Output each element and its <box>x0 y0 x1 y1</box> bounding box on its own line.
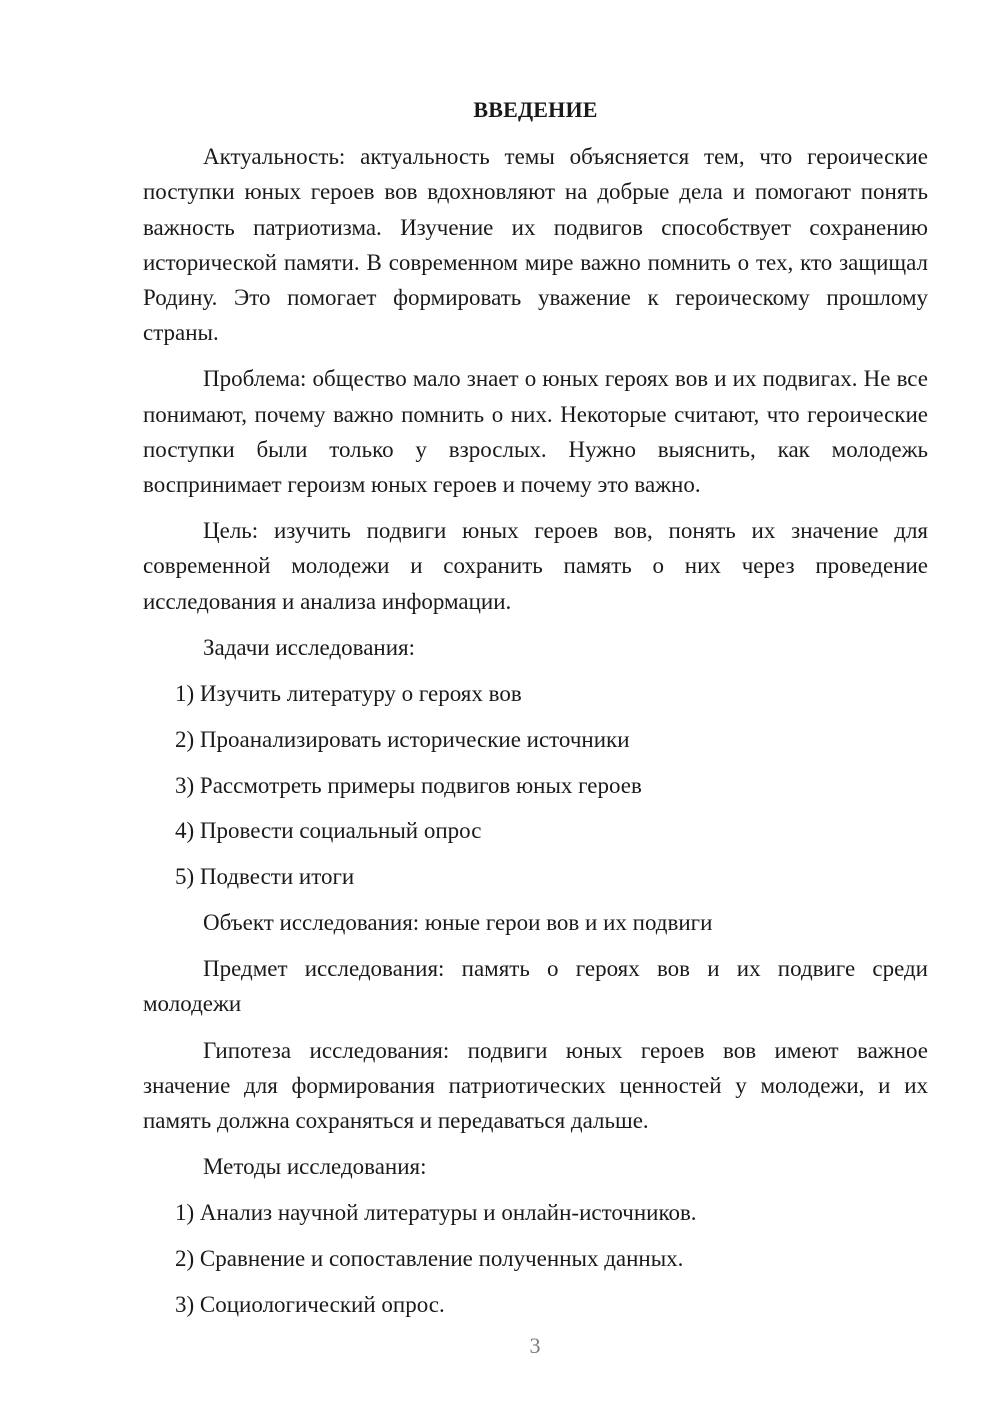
document-page <box>143 92 928 1333</box>
problem-paragraph: Проблема: общество мало знает о юных героях вов и их подвигах. Не все понимают, почему важно помнить о них. Некоторые считают, что героические поступки были только у взрослых. Нужно выяснить, как молодежь воспринимает героизм юных героев и почему это важно. <box>143 366 928 498</box>
page-title: ВВЕДЕНИЕ <box>473 97 598 122</box>
subject-paragraph: Предмет исследования: память о героях вов и их подвиге среди молодежи <box>143 956 928 1017</box>
page-number: 3 <box>529 1333 541 1358</box>
list-item: 2) Сравнение и сопоставление полученных данных. <box>175 1246 684 1272</box>
list-item: 1) Изучить литературу о героях вов <box>175 681 522 707</box>
list-item: 2) Проанализировать исторические источники <box>175 726 630 752</box>
object-paragraph: Объект исследования: юные герои вов и их подвиги <box>203 910 713 936</box>
list-item: 4) Провести социальный опрос <box>175 818 482 844</box>
methods-list <box>143 1195 928 1322</box>
tasks-heading: Задачи исследования: <box>203 634 416 660</box>
list-item: 3) Социологический опрос. <box>175 1292 445 1318</box>
relevance-paragraph: Актуальность: актуальность темы объясняется тем, что героические поступки юных героев вов вдохновляют на добрые дела и помогают понять важность патриотизма. Изучение их подвигов способствует сохранению исторической памяти. В современном мире важно помнить о тех, кто защищал Родину. Это помогает формировать уважение к героическому прошлому страны. <box>143 144 928 346</box>
hypothesis-paragraph: Гипотеза исследования: подвиги юных героев вов имеют важное значение для формирования патриотических ценностей у молодежи, и их память должна сохраняться и передаваться дальше. <box>143 1037 928 1134</box>
tasks-list <box>143 676 928 894</box>
goal-paragraph: Цель: изучить подвиги юных героев вов, понять их значение для современной молодежи и сохранить память о них через проведение исследования и анализа информации. <box>143 518 928 614</box>
methods-heading: Методы исследования: <box>203 1154 427 1180</box>
list-item: 1) Анализ научной литературы и онлайн-источников. <box>175 1200 697 1226</box>
list-item: 5) Подвести итоги <box>175 864 355 890</box>
list-item: 3) Рассмотреть примеры подвигов юных героев <box>175 772 642 798</box>
